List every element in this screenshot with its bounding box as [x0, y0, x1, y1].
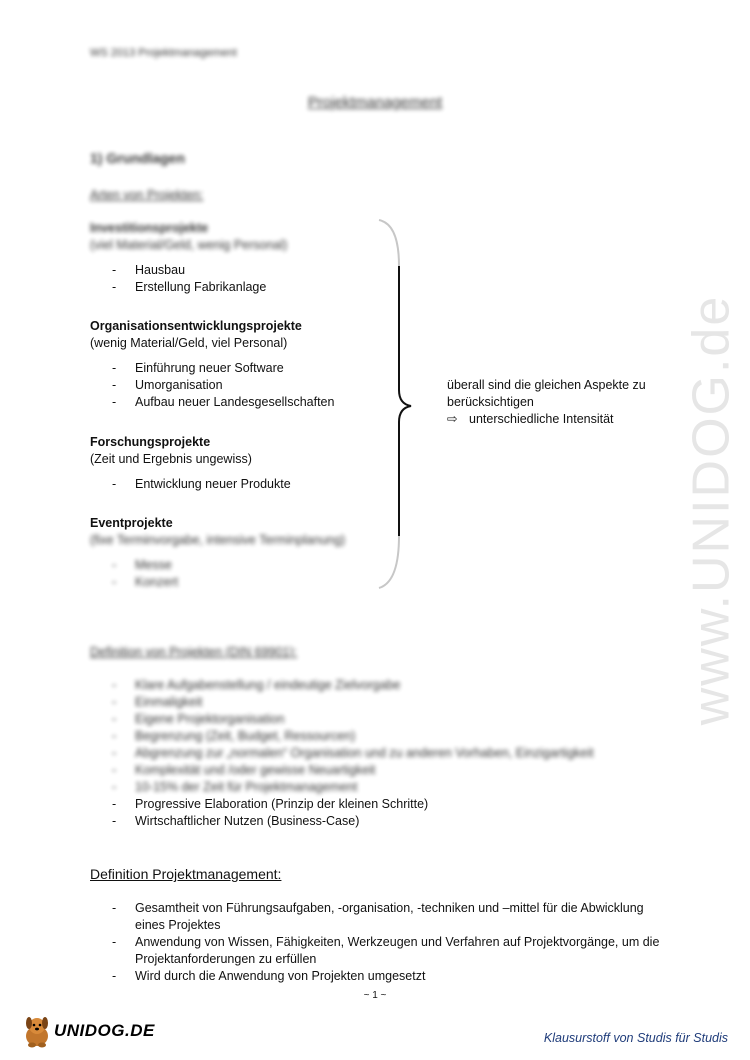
group-title: Organisationsentwicklungsprojekte: [90, 319, 302, 333]
list-item: - Klare Aufgabenstellung / eindeutige Zielvorgabe: [90, 677, 690, 694]
unidog-logo: [20, 1014, 160, 1050]
definition-projekte-list: [90, 677, 690, 830]
list-item: - Progressive Elaboration (Prinzip der kleinen Schritte): [90, 796, 690, 813]
list-item: - Wird durch die Anwendung von Projekten umgesetzt: [90, 968, 670, 985]
logo-text: UNIDOG.DE: [54, 1021, 155, 1040]
definition-pm-heading: Definition Projektmanagement:: [90, 866, 282, 882]
group-eventprojekte: [90, 515, 390, 591]
list-item: - Entwicklung neuer Produkte: [90, 476, 390, 493]
group-forschungsprojekte: [90, 434, 390, 493]
group-title: Forschungsprojekte: [90, 435, 211, 449]
group-subtitle: (viel Material/Geld, wenig Personal): [90, 238, 288, 252]
watermark: www.UNIDOG.de: [682, 294, 741, 726]
list-item: - Messe: [90, 557, 390, 574]
annotation-line: überall sind die gleichen Aspekte zu: [447, 378, 646, 392]
group-title: Investitionsprojekte: [90, 221, 209, 235]
list-item: - Erstellung Fabrikanlage: [90, 279, 390, 296]
annotation-conclusion: [447, 411, 687, 428]
footer-tagline: Klausurstoff von Studis für Studis: [543, 1031, 728, 1045]
running-header: WS 2013 Projektmanagement: [90, 47, 237, 59]
list-item: - Aufbau neuer Landesgesellschaften: [90, 394, 390, 411]
list-item: - Wirtschaftlicher Nutzen (Business-Case): [90, 813, 690, 830]
list-item: - Anwendung von Wissen, Fähigkeiten, Werkzeugen und Verfahren auf Projektvorgänge, um die Projektanforderungen zu erfüllen: [90, 934, 670, 968]
group-list: [90, 557, 390, 591]
group-list: [90, 360, 390, 411]
list-item: - Begrenzung (Zeit, Budget, Ressourcen): [90, 728, 690, 745]
curly-brace: [375, 218, 425, 590]
list-item: - 10-15% der Zeit für Projektmanagement: [90, 779, 690, 796]
dog-icon: [20, 1014, 54, 1050]
document-title: Projektmanagement: [307, 94, 443, 111]
list-item: - Abgrenzung zur „normalen“ Organisation und zu anderen Vorhaben, Einzigartigkeit: [90, 745, 690, 762]
group-subtitle: (wenig Material/Geld, viel Personal): [90, 336, 288, 350]
definition-pm-list: [90, 900, 670, 985]
list-item: - Konzert: [90, 574, 390, 591]
brace-annotation: [447, 377, 687, 428]
group-subtitle: (fixe Terminvorgabe, intensive Terminplanung): [90, 533, 346, 547]
annotation-line: unterschiedliche Intensität: [469, 412, 614, 426]
group-subtitle: (Zeit und Ergebnis ungewiss): [90, 452, 252, 466]
list-item: - Komplexität und /oder gewisse Neuartigkeit: [90, 762, 690, 779]
annotation-line: berücksichtigen: [447, 395, 534, 409]
group-organisationsentwicklungsprojekte: [90, 318, 390, 411]
list-item: - Gesamtheit von Führungsaufgaben, -organisation, -techniken und –mittel für die Abwicklung eines Projektes: [90, 900, 670, 934]
arten-heading: Arten von Projekten:: [90, 188, 204, 202]
group-title: Eventprojekte: [90, 516, 173, 530]
list-item: - Einmaligkeit: [90, 694, 690, 711]
list-item: - Einführung neuer Software: [90, 360, 390, 377]
section-heading-grundlagen: 1) Grundlagen: [90, 150, 185, 166]
list-item: - Eigene Projektorganisation: [90, 711, 690, 728]
arrow-right-icon: ⇨: [447, 412, 458, 426]
list-item: - Umorganisation: [90, 377, 390, 394]
group-list: [90, 476, 390, 493]
definition-projekte-heading: Definition von Projekten (DIN 69901):: [90, 645, 298, 659]
group-list: [90, 262, 390, 296]
group-investitionsprojekte: [90, 220, 390, 296]
list-item: - Hausbau: [90, 262, 390, 279]
page-number: ~ 1 ~: [363, 990, 387, 1001]
